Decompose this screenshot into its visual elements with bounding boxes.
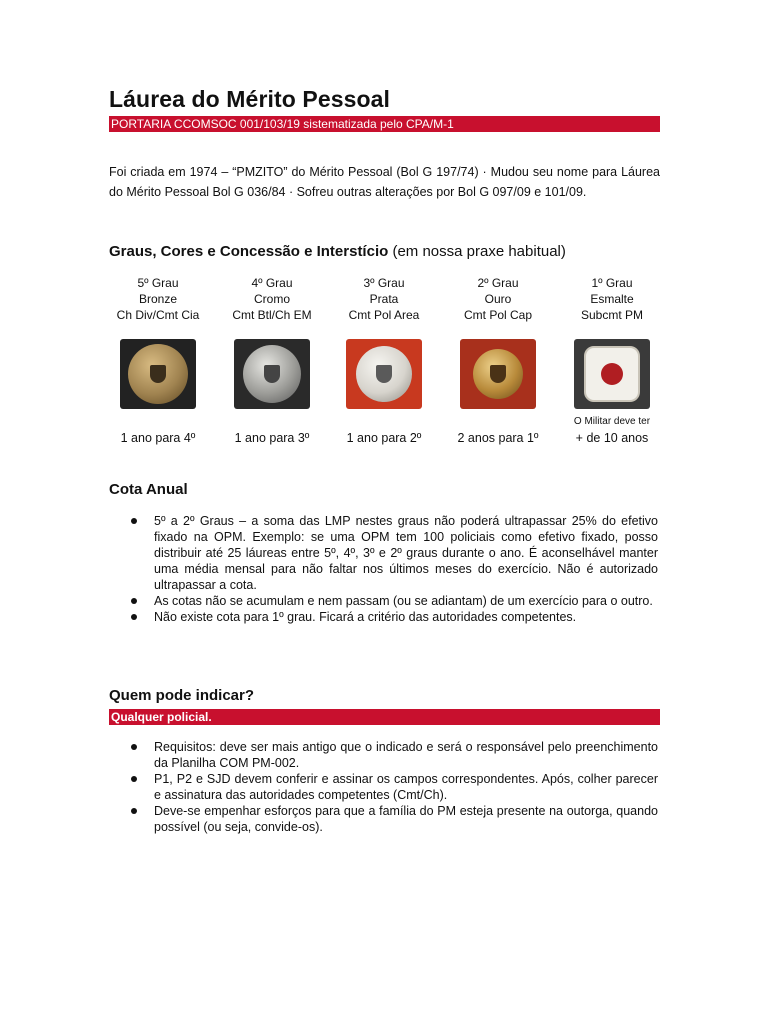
grade-color: Prata (369, 292, 399, 306)
medal-ouro-image (460, 339, 536, 409)
grade-note: O Militar deve ter (573, 416, 651, 427)
grade-color: Ouro (484, 292, 512, 306)
cota-list (131, 513, 658, 625)
quem-list (131, 739, 658, 835)
grade-interval: 1 ano para 3º (234, 431, 310, 445)
grade-label: 5º Grau (137, 276, 179, 290)
medal-bronze-image (120, 339, 196, 409)
shield-icon (264, 365, 280, 383)
grade-color: Bronze (138, 292, 178, 306)
grade-label: 2º Grau (477, 276, 519, 290)
cota-heading: Cota Anual (109, 481, 188, 498)
grade-color: Esmalte (590, 292, 634, 306)
portaria-bar: PORTARIA CCOMSOC 001/103/19 sistematizada pelo CPA/M-1 (109, 116, 660, 132)
page-title: Láurea do Mérito Pessoal (109, 86, 391, 112)
grade-authority: Cmt Pol Area (348, 308, 420, 322)
graus-heading-normal: (em nossa praxe habitual) (392, 243, 566, 260)
graus-heading-bold: Graus, Cores e Concessão e Interstício (109, 243, 389, 260)
graus-heading (109, 243, 566, 260)
shield-icon (376, 365, 392, 383)
grade-authority: Subcmt PM (580, 308, 643, 322)
grade-label: 4º Grau (251, 276, 293, 290)
grade-interval: 1 ano para 2º (346, 431, 422, 445)
grade-authority: Ch Div/Cmt Cia (116, 308, 200, 322)
grade-interval: 1 ano para 4º (120, 431, 196, 445)
quem-heading: Quem pode indicar? (109, 687, 255, 704)
medal-cromo-image (234, 339, 310, 409)
grade-authority: Cmt Btl/Ch EM (232, 308, 312, 322)
medal-prata-image (346, 339, 422, 409)
grade-interval: + de 10 anos (575, 431, 649, 445)
grade-color: Cromo (253, 292, 290, 306)
intro-paragraph: Foi criada em 1974 – “PMZITO” do Mérito Pessoal (Bol G 197/74) · Mudou seu nome para Láurea do Mérito Pessoal Bol G 036/84 · Sofreu outras alterações por Bol G 097/09 e 101/09. (109, 165, 660, 199)
grade-label: 1º Grau (591, 276, 633, 290)
medal-esmalte-image (574, 339, 650, 409)
grade-authority: Cmt Pol Cap (463, 308, 533, 322)
list-item: As cotas não se acumulam e nem passam (ou se adiantam) de um exercício para o outro. (131, 593, 658, 609)
shield-icon (601, 363, 623, 385)
list-item: P1, P2 e SJD devem conferir e assinar os campos correspondentes. Após, colher parecer e assinatura das autoridades competentes (Cmt/Ch). (131, 771, 658, 803)
list-item: Não existe cota para 1º grau. Ficará a critério das autoridades competentes. (131, 609, 658, 625)
list-item: Deve-se empenhar esforços para que a família do PM esteja presente na outorga, quando possível (ou seja, convide-os). (131, 803, 658, 835)
list-item: Requisitos: deve ser mais antigo que o indicado e será o responsável pelo preenchimento da Planilha COM PM-002. (131, 739, 658, 771)
shield-icon (150, 365, 166, 383)
shield-icon (490, 365, 506, 383)
list-item: 5º a 2º Graus – a soma das LMP nestes graus não poderá ultrapassar 25% do efetivo fixado na OPM. Exemplo: se uma OPM tem 100 policiais como efetivo fixado, posso distribuir até 25 láureas entre 5º, 4º, 3º e 2º graus durante o ano. É aconselhável manter uma média mensal para não faltar nos últimos meses do exercício. Não é autorizado ultrapassar a cota. (131, 513, 658, 593)
grade-interval: 2 anos para 1º (457, 431, 539, 445)
grade-label: 3º Grau (363, 276, 405, 290)
quem-bar: Qualquer policial. (109, 709, 660, 725)
